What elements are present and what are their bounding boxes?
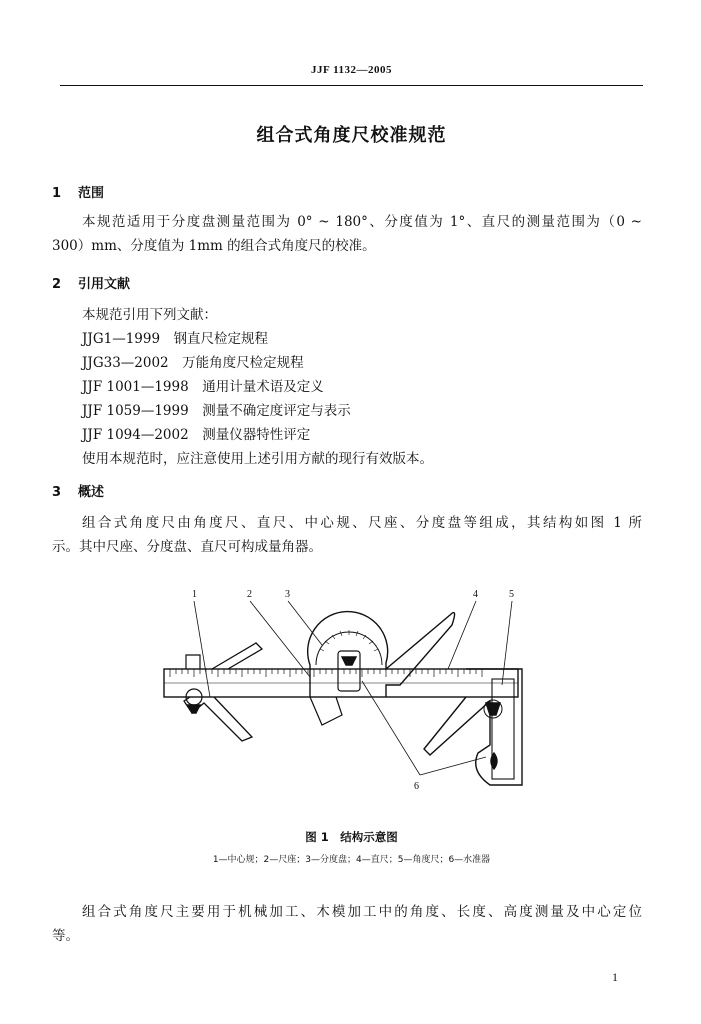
figure-label-4: 4 [473,589,478,600]
reference-item: JJF 1094—2002 测量仪器特性评定 [82,427,311,443]
square-head-shape [424,669,522,785]
figure-label-2: 2 [247,589,252,600]
header-rule [60,85,643,86]
section-title: 概述 [78,485,105,500]
reference-item: JJF 1059—1999 测量不确定度评定与表示 [82,403,351,419]
references-intro: 本规范引用下列文献： [82,307,217,323]
figure-caption: 图 1 结构示意图 [305,830,398,844]
figure-legend: 1—中心规；2—尺座；3—分度盘；4—直尺；5—角度尺；6—水准器 [212,855,491,865]
section-number: 2 [52,277,62,292]
protractor-scale [320,630,378,651]
figure-label-5: 5 [509,589,514,600]
level-bubble-icon [491,753,497,769]
reference-item: JJG1—1999 钢直尺检定规程 [82,331,269,347]
scope-line-1: 本规范适用于分度盘测量范围为 0° ~ 180°、分度值为 1°、直尺的测量范围为（0 ~ [82,214,642,230]
section-1-heading [52,182,104,201]
figure-label-6: 6 [414,781,419,792]
section-number: 1 [52,186,62,201]
level-vial-icon [342,657,356,665]
document-title: 组合式角度尺校准规范 [256,125,447,146]
overview-line-1: 组合式角度尺由角度尺、直尺、中心规、尺座、分度盘等组成，其结构如图 1 所 [82,515,642,531]
usage-line-2: 等。 [52,928,79,944]
section-number: 3 [52,485,62,500]
usage-line-1: 组合式角度尺主要用于机械加工、木模加工中的角度、长度、高度测量及中心定位 [82,904,642,920]
protractor-head-shape [308,612,455,697]
center-head-shape [184,697,252,741]
section-title: 引用文献 [78,277,131,292]
reference-item: JJG33—2002 万能角度尺检定规程 [82,355,304,371]
references-note: 使用本规范时，应注意使用上述引用方献的现行有效版本。 [82,451,433,467]
figure-label-1: 1 [192,589,197,600]
reference-item: JJF 1001—1998 通用计量术语及定义 [82,379,324,395]
section-2-heading [52,273,130,292]
page-number: 1 [612,970,618,984]
figure-label-3: 3 [285,589,290,600]
overview-line-2: 示。其中尺座、分度盘、直尺可构成量角器。 [52,539,322,555]
level-vial-icon [486,703,500,715]
leader-lines [194,601,512,775]
running-header: JJF 1132—2005 [311,64,392,76]
scope-line-2: 300）mm、分度值为 1mm 的组合式角度尺的校准。 [52,238,376,254]
section-3-heading [52,481,104,500]
section-title: 范围 [78,186,105,201]
combination-square-figure [150,585,540,820]
ruler-ticks [170,669,482,677]
